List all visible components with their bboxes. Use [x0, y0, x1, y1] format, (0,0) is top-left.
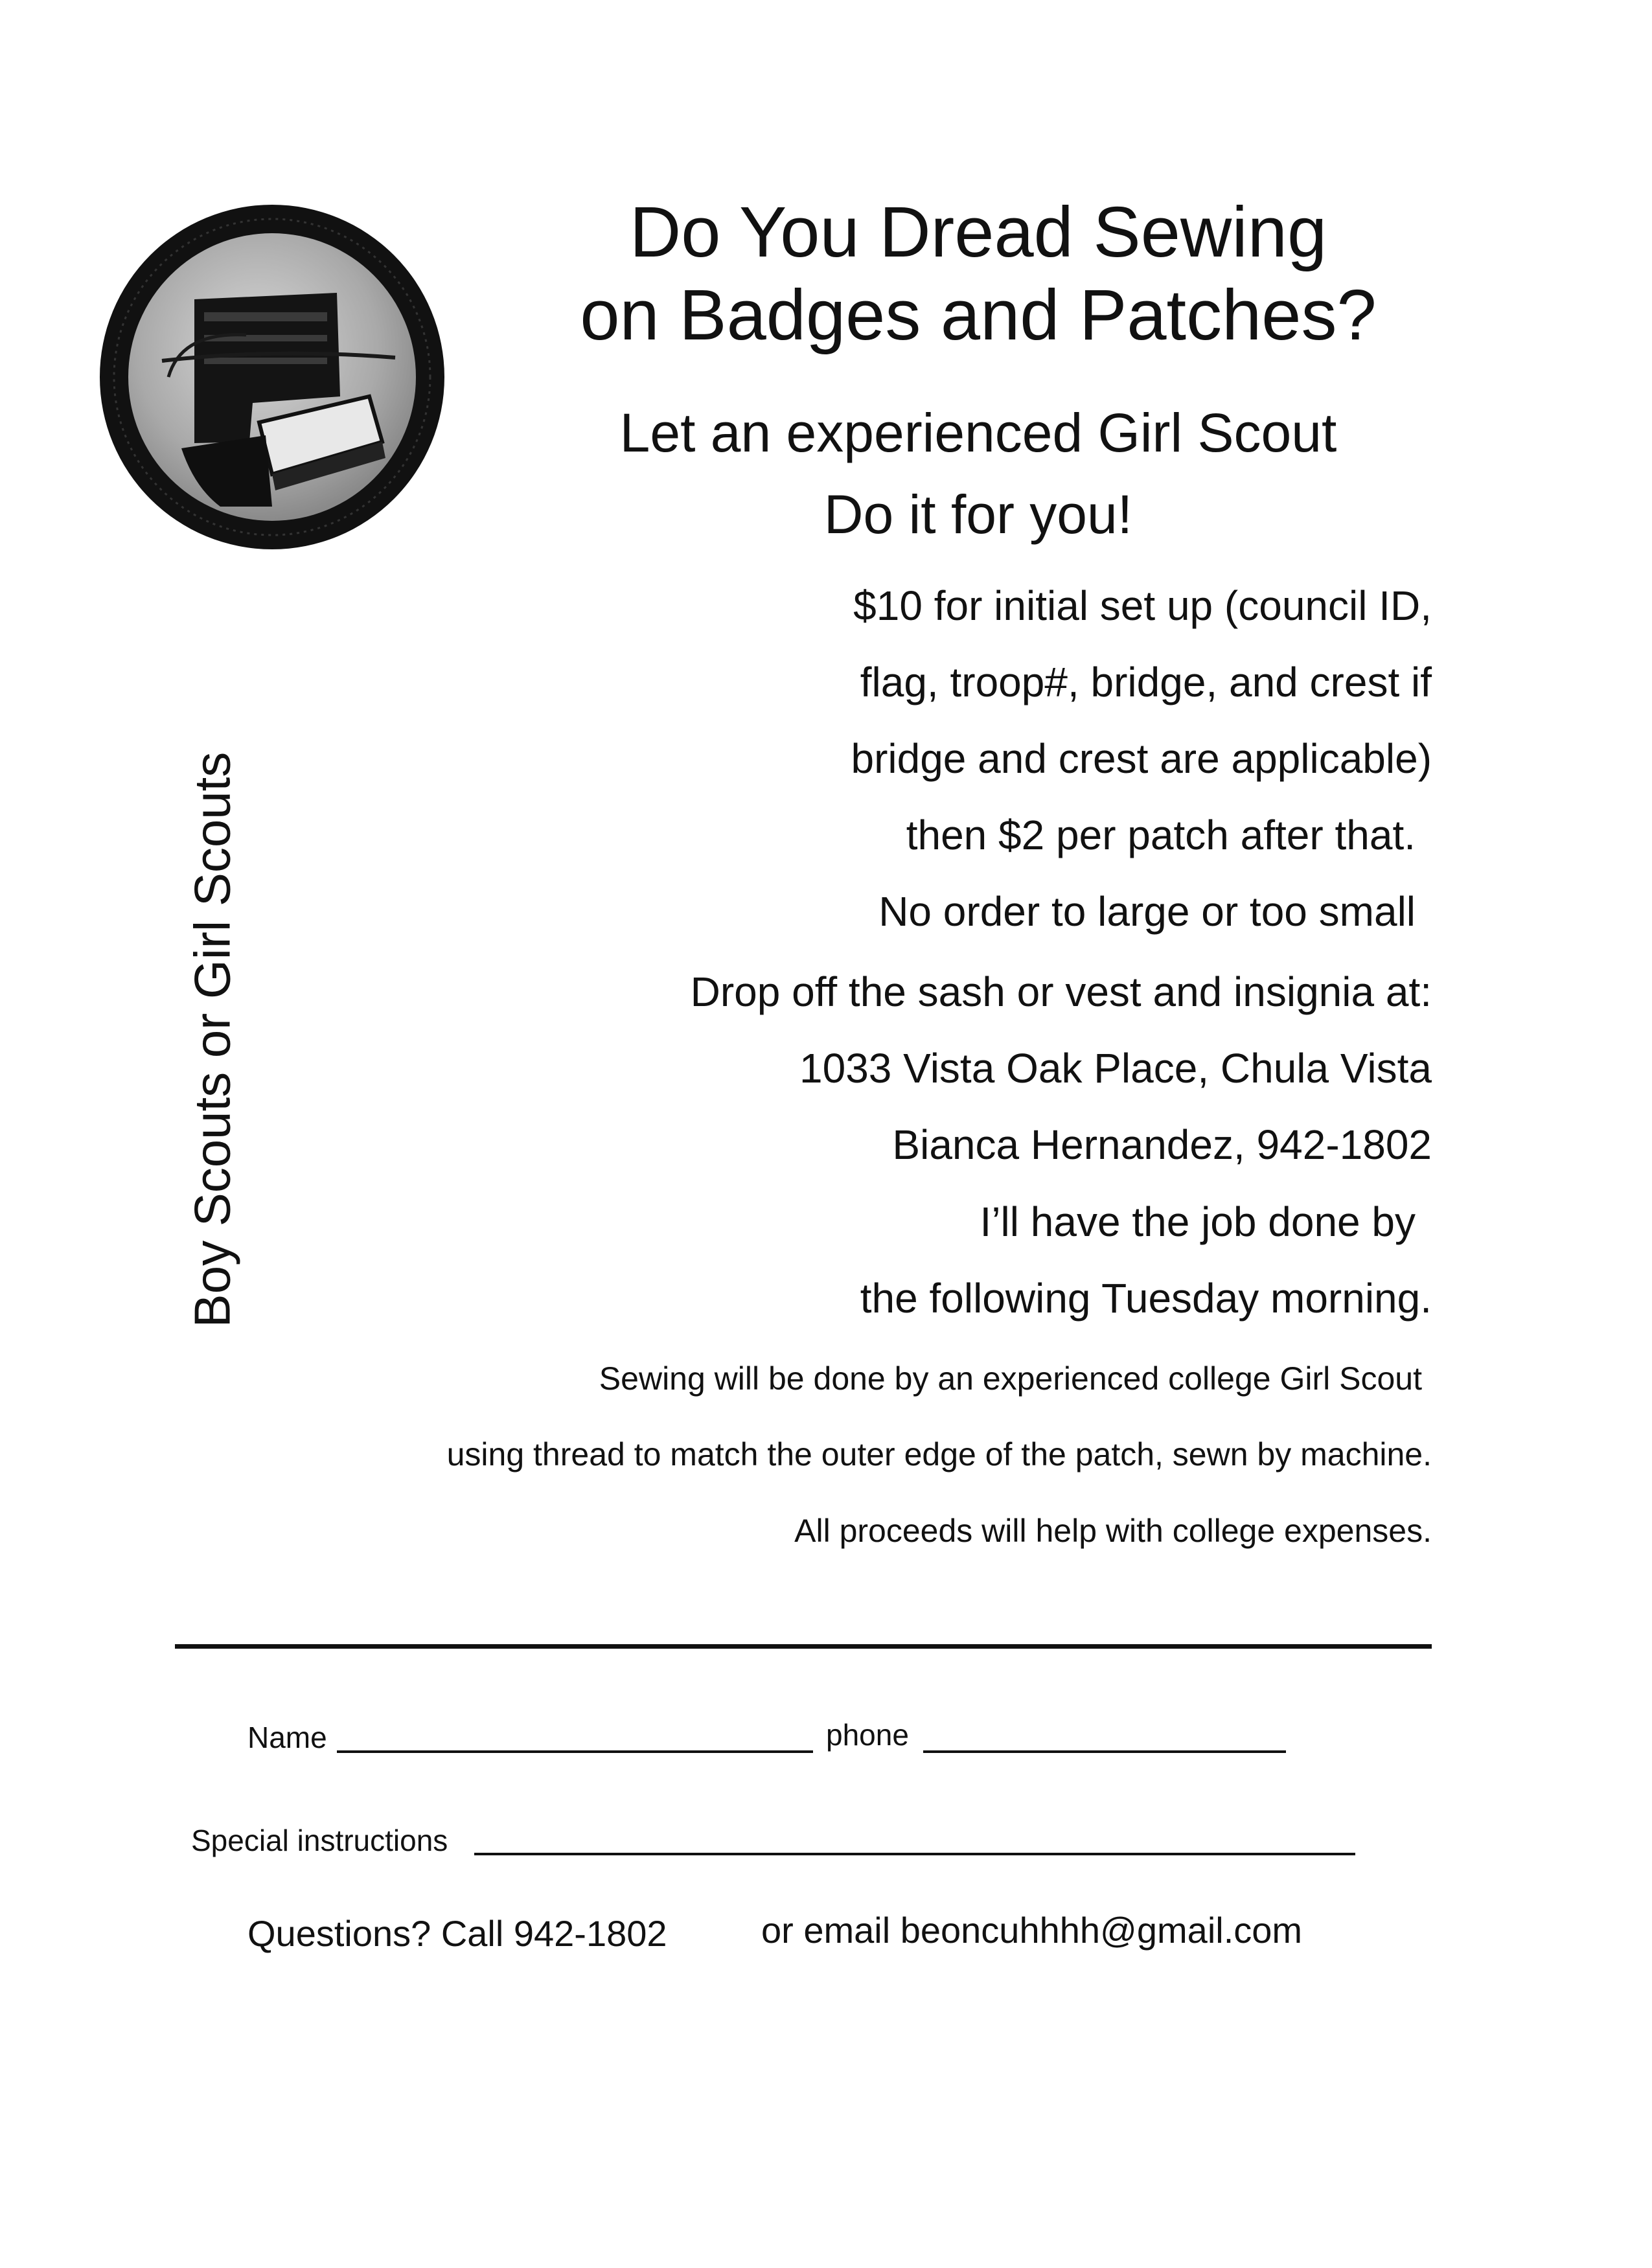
subheadline-line-1: Let an experienced Girl Scout [619, 402, 1337, 463]
note-line: All proceeds will help with college expenses. [794, 1513, 1432, 1549]
detail-line: $10 for initial set up (council ID, [853, 582, 1432, 629]
name-label: Name [247, 1721, 327, 1754]
detail-line: I’ll have the job done by [980, 1198, 1416, 1245]
detail-line: flag, troop#, bridge, and crest if [860, 659, 1432, 705]
address-line: 1033 Vista Oak Place, Chula Vista [799, 1045, 1432, 1092]
headline-line-2: on Badges and Patches? [580, 275, 1377, 355]
name-field[interactable] [337, 1750, 813, 1753]
subheadline [505, 392, 1451, 555]
divider [175, 1644, 1432, 1649]
side-banner-text: Boy Scouts or Girl Scouts [183, 751, 241, 1328]
detail-line: Drop off the sash or vest and insignia at: [690, 968, 1432, 1015]
side-banner [183, 687, 241, 1393]
special-instructions-field[interactable] [474, 1853, 1355, 1855]
email-text: or email beoncuhhhh@gmail.com [761, 1910, 1303, 1951]
phone-label: phone [826, 1718, 909, 1752]
questions-text: Questions? Call 942-1802 [247, 1913, 667, 1954]
sewing-machine-badge-icon [97, 202, 447, 552]
note-line: using thread to match the outer edge of the patch, sewn by machine. [446, 1436, 1432, 1472]
subheadline-line-2: Do it for you! [823, 484, 1133, 545]
headline [505, 191, 1451, 357]
contact-line: Bianca Hernandez, 942-1802 [892, 1121, 1432, 1168]
phone-field[interactable] [923, 1750, 1286, 1753]
detail-line: the following Tuesday morning. [860, 1275, 1432, 1322]
headline-line-1: Do You Dread Sewing [629, 192, 1327, 272]
detail-line: then $2 per patch after that. [906, 812, 1416, 858]
special-instructions-label: Special instructions [191, 1824, 448, 1857]
detail-line: No order to large or too small [878, 888, 1416, 935]
note-line: Sewing will be done by an experienced college Girl Scout [599, 1360, 1422, 1397]
detail-line: bridge and crest are applicable) [851, 735, 1432, 782]
